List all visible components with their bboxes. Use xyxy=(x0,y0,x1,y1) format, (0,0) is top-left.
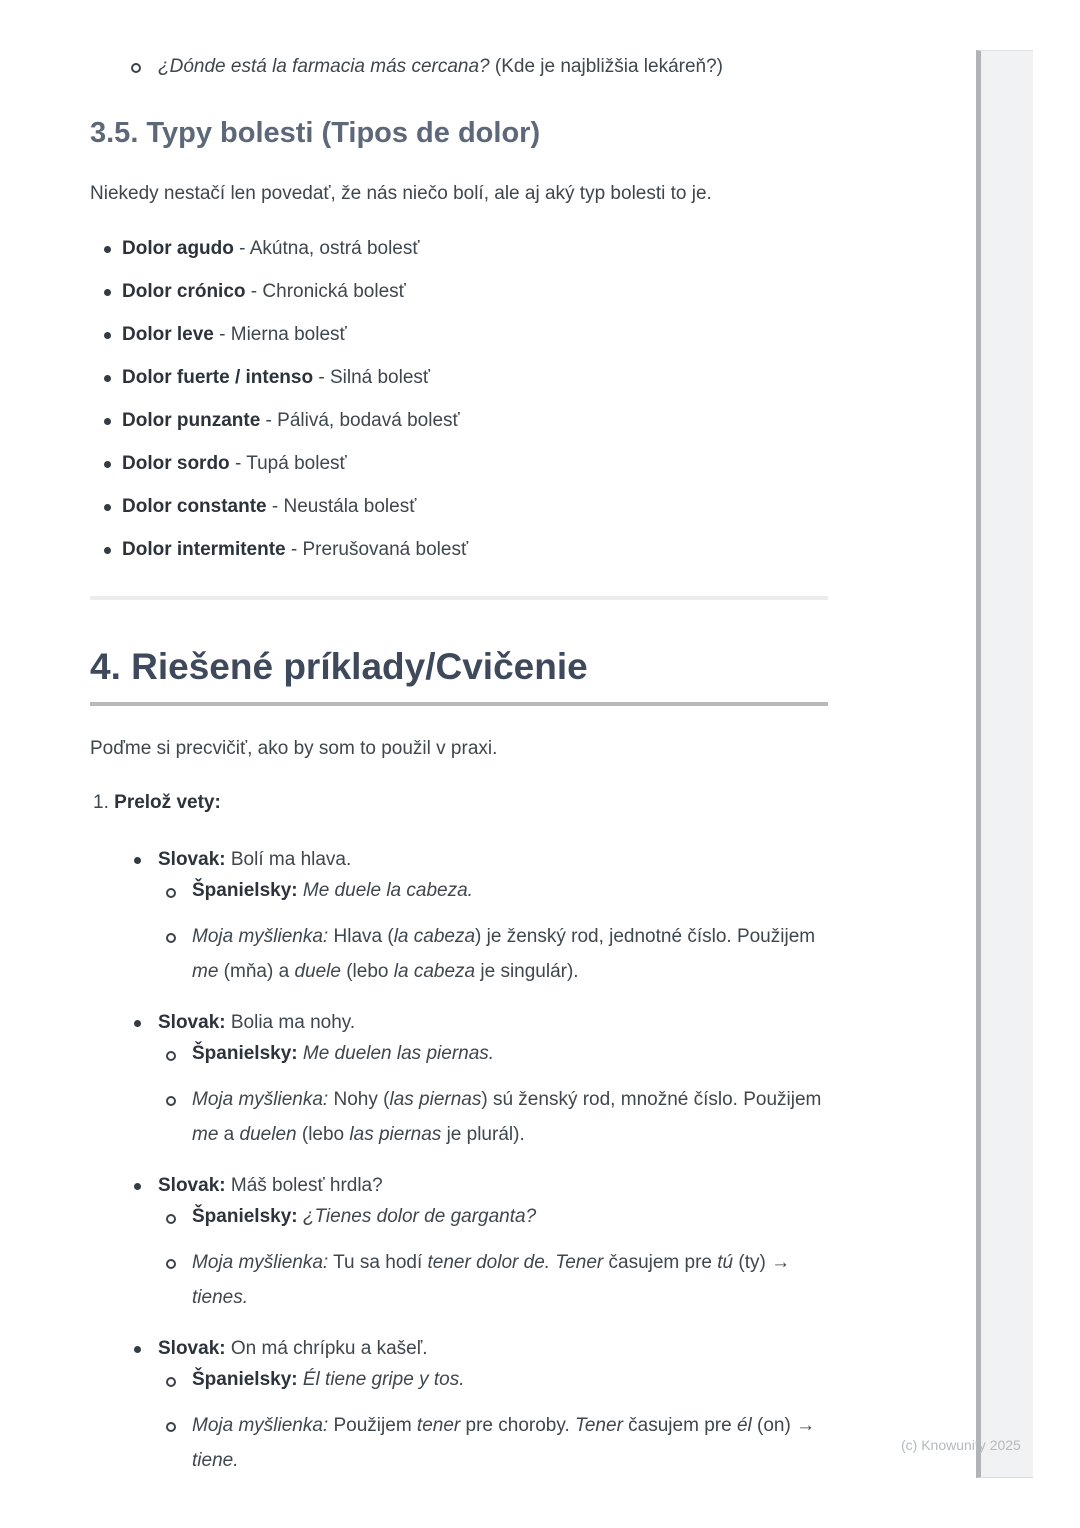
slovak-label: Slovak: xyxy=(158,849,226,870)
pain-type-item xyxy=(90,277,828,307)
slovak-label: Slovak: xyxy=(158,1012,226,1033)
pain-type-item xyxy=(90,449,828,479)
bullet-disc-icon xyxy=(104,332,111,339)
pain-type-term: Dolor intermitente xyxy=(122,539,286,560)
bullet-disc-icon xyxy=(104,461,111,468)
intro-bullet-item xyxy=(90,52,828,82)
pain-type-desc: - Akútna, ostrá bolesť xyxy=(233,238,420,259)
exercise-title-row xyxy=(90,788,828,818)
spanish-label: Španielsky: xyxy=(192,880,298,901)
bullet-circle-icon xyxy=(131,63,141,73)
slovak-text: Bolia ma nohy. xyxy=(225,1012,356,1033)
bullet-circle-icon xyxy=(166,1422,176,1432)
pain-type-desc: - Neustála bolesť xyxy=(266,496,417,517)
bullet-disc-icon xyxy=(104,504,111,511)
pain-type-desc: - Mierna bolesť xyxy=(213,324,347,345)
pain-type-item xyxy=(90,535,828,565)
pain-type-desc: - Prerušovaná bolesť xyxy=(285,539,469,560)
intro-bullet-text: ¿Dónde está la farmacia más cercana? (Kde je najbližšia lekáreň?) xyxy=(158,56,724,77)
examples-list xyxy=(90,845,828,1478)
bullet-circle-icon xyxy=(166,1096,176,1106)
pain-type-term: Dolor leve xyxy=(122,324,214,345)
pain-type-term: Dolor agudo xyxy=(122,238,234,259)
example-spanish-row xyxy=(90,1039,828,1069)
bullet-circle-icon xyxy=(166,888,176,898)
section-intro: Poďme si precvičiť, ako by som to použil v praxi. xyxy=(90,738,498,759)
example-note-row xyxy=(90,1245,828,1315)
example-spanish-row xyxy=(90,1202,828,1232)
slovak-label: Slovak: xyxy=(158,1338,226,1359)
bullet-disc-icon xyxy=(104,246,111,253)
example-note-row xyxy=(90,1082,828,1152)
pain-type-term: Dolor constante xyxy=(122,496,267,517)
bullet-disc-icon xyxy=(134,1183,141,1190)
note-text: Moja myšlienka: Tu sa hodí tener dolor de. Tener časujem pre tú (ty) → tienes. xyxy=(192,1252,791,1308)
pain-type-item xyxy=(90,492,828,522)
spanish-label: Španielsky: xyxy=(192,1369,298,1390)
slovak-label: Slovak: xyxy=(158,1175,226,1196)
bullet-circle-icon xyxy=(166,1214,176,1224)
slovak-text: Bolí ma hlava. xyxy=(225,849,352,870)
section-divider xyxy=(90,596,828,600)
exercise-item-number: 1. xyxy=(93,792,109,813)
example-slovak-row xyxy=(90,1334,828,1364)
note-text: Moja myšlienka: Hlava (la cabeza) je ženský rod, jednotné číslo. Použijem me (mňa) a duele (lebo la cabeza je singulár). xyxy=(192,926,816,982)
pain-type-desc: - Silná bolesť xyxy=(313,367,431,388)
spanish-label: Španielsky: xyxy=(192,1043,298,1064)
bullet-disc-icon xyxy=(104,375,111,382)
pain-type-item xyxy=(90,406,828,436)
slovak-text: Máš bolesť hrdla? xyxy=(225,1175,383,1196)
pain-type-term: Dolor fuerte / intenso xyxy=(122,367,314,388)
spanish-text: Él tiene gripe y tos. xyxy=(297,1369,465,1390)
bullet-disc-icon xyxy=(104,547,111,554)
bullet-disc-icon xyxy=(134,857,141,864)
pain-type-desc: - Pálivá, bodavá bolesť xyxy=(260,410,460,431)
bullet-disc-icon xyxy=(134,1346,141,1353)
intro-list xyxy=(90,52,828,82)
note-text: Moja myšlienka: Použijem tener pre choroby. Tener časujem pre él (on) → tiene. xyxy=(192,1415,816,1471)
subsection-heading: 3.5. Typy bolesti (Tipos de dolor) xyxy=(90,117,541,149)
example-block xyxy=(90,1008,828,1152)
pain-type-term: Dolor punzante xyxy=(122,410,261,431)
bullet-circle-icon xyxy=(166,1259,176,1269)
example-block xyxy=(90,845,828,989)
note-text: Moja myšlienka: Nohy (las piernas) sú ženský rod, množné číslo. Použijem me a duelen (lebo las piernas je plurál). xyxy=(192,1089,822,1145)
example-spanish-row xyxy=(90,876,828,906)
pain-type-term: Dolor crónico xyxy=(122,281,246,302)
pain-type-desc: - Chronická bolesť xyxy=(245,281,406,302)
pain-type-item xyxy=(90,234,828,264)
scrollbar-track[interactable] xyxy=(976,50,1033,1478)
pain-type-item xyxy=(90,363,828,393)
example-note-row xyxy=(90,1408,828,1478)
document-content xyxy=(90,0,828,1497)
bullet-disc-icon xyxy=(104,418,111,425)
pain-type-term: Dolor sordo xyxy=(122,453,230,474)
copyright-footer: (c) Knowunity 2025 xyxy=(901,1437,1021,1453)
bullet-disc-icon xyxy=(104,289,111,296)
spanish-text: Me duele la cabeza. xyxy=(297,880,473,901)
spanish-text: ¿Tienes dolor de garganta? xyxy=(297,1206,537,1227)
spanish-label: Španielsky: xyxy=(192,1206,298,1227)
pain-types-list xyxy=(90,234,828,565)
exercise-title: Prelož vety: xyxy=(114,792,221,813)
example-block xyxy=(90,1334,828,1478)
slovak-text: On má chrípku a kašeľ. xyxy=(225,1338,428,1359)
example-slovak-row xyxy=(90,845,828,875)
section-heading: 4. Riešené príklady/Cvičenie xyxy=(90,644,828,706)
example-block xyxy=(90,1171,828,1315)
spanish-text: Me duelen las piernas. xyxy=(297,1043,495,1064)
subsection-intro: Niekedy nestačí len povedať, že nás niečo bolí, ale aj aký typ bolesti to je. xyxy=(90,183,712,204)
example-slovak-row xyxy=(90,1171,828,1201)
example-spanish-row xyxy=(90,1365,828,1395)
pain-type-item xyxy=(90,320,828,350)
bullet-circle-icon xyxy=(166,933,176,943)
example-slovak-row xyxy=(90,1008,828,1038)
pain-type-desc: - Tupá bolesť xyxy=(229,453,347,474)
bullet-circle-icon xyxy=(166,1051,176,1061)
bullet-circle-icon xyxy=(166,1377,176,1387)
bullet-disc-icon xyxy=(134,1020,141,1027)
example-note-row xyxy=(90,919,828,989)
